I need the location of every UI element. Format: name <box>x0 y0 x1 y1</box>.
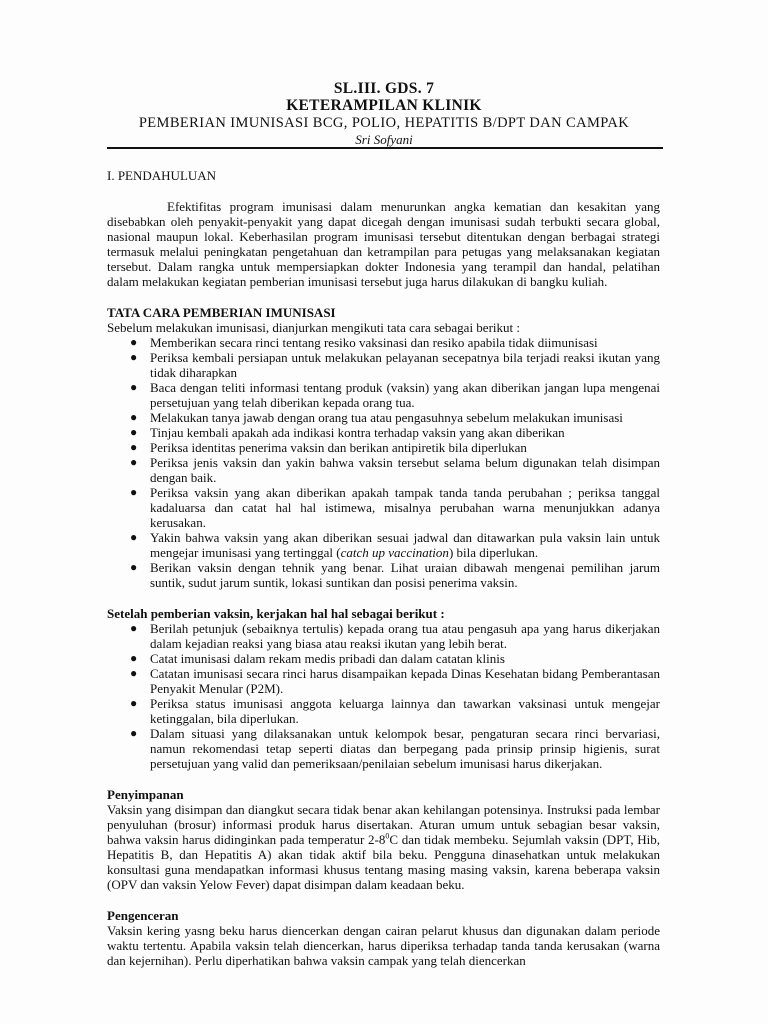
list-item <box>107 726 660 771</box>
list-item <box>107 335 660 350</box>
document-code: SL.III. GDS. 7 <box>333 80 435 97</box>
bullet-icon: ● <box>130 726 138 740</box>
list-item-text: Periksa kembali persiapan untuk melakukan pelayanan secepatnya bila terjadi reaksi ikutan yang tidak diharapkan <box>150 350 660 380</box>
list-item-text: Periksa status imunisasi anggota keluarga lainnya dan tawarkan vaksinasi untuk mengejar ketinggalan, bila diperlukan. <box>150 696 660 726</box>
list-item <box>107 350 660 380</box>
storage-paragraph <box>107 802 660 892</box>
bullet-icon: ● <box>130 560 138 574</box>
list-item-text: Baca dengan teliti informasi tentang produk (vaksin) yang akan diberikan jangan lupa mengenai persetujuan yang telah diberikan kepada orang tua. <box>150 380 660 410</box>
list-item <box>107 485 660 530</box>
list-item-text-pre: Yakin bahwa vaksin yang akan diberikan sesuai jadwal dan ditawarkan pula vaksin lain untuk mengejar imunisasi yang tertinggal ( <box>150 530 660 560</box>
list-item-text: Memberikan secara rinci tentang resiko vaksinasi dan resiko apabila tidak diimunisasi <box>150 335 598 350</box>
header-divider <box>107 147 663 149</box>
intro-paragraph: Efektifitas program imunisasi dalam menurunkan angka kematian dan kesakitan yang disebabkan oleh penyakit-penyakit yang dapat dicegah dengan imunisasi sudah terbukti secara global, nasional maupun lokal. Keberhasilan program imunisasi tersebut ditentukan dengan berbagai strategi termasuk melalui peningkatan pengetahuan dan ketrampilan para petugas yang melaksanakan kegiatan tersebut. Dalam rangka untuk mempersiapkan dokter Indonesia yang terampil dan handal, pelatihan dalam melakukan kegiatan pemberian imunisasi tersebut juga harus dilakukan di bangku kuliah. <box>107 199 660 289</box>
degree-mark: 0 <box>385 831 390 841</box>
storage-text-pre: Vaksin yang disimpan dan diangkut secara tidak benar akan kehilangan potensinya. Instruksi pada lembar penyuluhan (brosur) informasi produk harus disertakan. Aturan umum untuk sebagian besar vaksin, bahwa vaksin harus didinginkan pada temperatur 2-8 <box>107 802 660 847</box>
list-item-text: Melakukan tanya jawab dengan orang tua atau pengasuhnya sebelum melakukan imunisasi <box>150 410 623 425</box>
bullet-icon: ● <box>130 425 138 439</box>
storage-text-post: C dan tidak membeku. Sejumlah vaksin (DPT, Hib, Hepatitis B, dan Hepatitis A) akan tidak aktif bila beku. Pengguna dinasehatkan untuk melakukan konsultasi guna mendapatkan informasi khusus tentang masing masing vaksin, karena beberapa vaksin (OPV dan vaksin Yelow Fever) dapat disimpan dalam keadaan beku. <box>107 832 660 892</box>
after-list <box>107 621 660 771</box>
list-item-text: Tinjau kembali apakah ada indikasi kontra terhadap vaksin yang akan diberikan <box>150 425 565 440</box>
list-item <box>107 455 660 485</box>
document-header <box>0 80 768 147</box>
procedure-lead: Sebelum melakukan imunisasi, dianjurkan mengikuti tata cara sebagai berikut : <box>107 320 520 335</box>
list-item <box>107 666 660 696</box>
bullet-icon: ● <box>130 380 138 394</box>
procedure-list <box>107 335 660 590</box>
section-heading-storage: Penyimpanan <box>107 787 184 802</box>
list-item <box>107 440 660 455</box>
bullet-icon: ● <box>130 666 138 680</box>
dilution-paragraph: Vaksin kering yasng beku harus diencerkan dengan cairan pelarut khusus dan digunakan dalam periode waktu tertentu. Apabila vaksin telah diencerkan, harus diperiksa terhadap tanda tanda kerusakan (warna dan kejernihan). Perlu diperhatikan bahwa vaksin campak yang telah diencerkan <box>107 923 660 968</box>
bullet-icon: ● <box>130 335 138 349</box>
list-item-text: Periksa jenis vaksin dan yakin bahwa vaksin tersebut selama belum digunakan telah disimpan dengan baik. <box>150 455 660 485</box>
list-item-text: Catatan imunisasi secara rinci harus disampaikan kepada Dinas Kesehatan bidang Pemberantasan Penyakit Menular (P2M). <box>150 666 660 696</box>
document-subtitle: PEMBERIAN IMUNISASI BCG, POLIO, HEPATITIS B/DPT DAN CAMPAK <box>138 115 630 131</box>
bullet-icon: ● <box>130 485 138 499</box>
section-heading-intro: I. PENDAHULUAN <box>107 168 217 183</box>
bullet-icon: ● <box>130 696 138 710</box>
list-item <box>107 560 660 590</box>
document-body <box>107 168 660 968</box>
list-item-text: Periksa identitas penerima vaksin dan berikan antipiretik bila diperlukan <box>150 440 527 455</box>
author-name: Sri Sofyani <box>355 132 413 147</box>
list-item <box>107 380 660 410</box>
list-item <box>107 530 660 560</box>
list-item-text: Berilah petunjuk (sebaiknya tertulis) kepada orang tua atau pengasuh apa yang harus dikerjakan dalam kejadian reaksi yang biasa atau reaksi ikutan yang lebih berat. <box>150 621 660 651</box>
list-item <box>107 621 660 651</box>
bullet-icon: ● <box>130 621 138 635</box>
section-heading-procedure: TATA CARA PEMBERIAN IMUNISASI <box>107 305 336 320</box>
list-item-text: Periksa vaksin yang akan diberikan apakah tampak tanda tanda perubahan ; periksa tanggal kadaluarsa dan catat hal hal istimewa, misalnya perubahan warna menunjukkan adanya kerusakan. <box>150 485 660 530</box>
document-title: KETERAMPILAN KLINIK <box>286 97 482 114</box>
bullet-icon: ● <box>130 410 138 424</box>
bullet-icon: ● <box>130 455 138 469</box>
list-item-text: Dalam situasi yang dilaksanakan untuk kelompok besar, pengaturan secara rinci bervariasi, namun rekomendasi tetap seperti diatas dan berpegang pada prinsip prinsip higienis, surat persetujuan yang valid dan pemeriksaan/penilaian sebelum imunisasi harus dikerjakan. <box>150 726 660 771</box>
bullet-icon: ● <box>130 440 138 454</box>
bullet-icon: ● <box>130 530 138 544</box>
section-heading-dilution: Pengenceran <box>107 908 179 923</box>
list-item <box>107 696 660 726</box>
list-item-text: Berikan vaksin dengan tehnik yang benar. Lihat uraian dibawah mengenai pemilihan jarum suntik, sudut jarum suntik, lokasi suntikan dan posisi penerima vaksin. <box>150 560 660 590</box>
list-item <box>107 410 660 425</box>
section-heading-after: Setelah pemberian vaksin, kerjakan hal hal sebagai berikut : <box>107 606 445 621</box>
list-item-text-post: ) bila diperlukan. <box>448 545 539 560</box>
list-item-text: Catat imunisasi dalam rekam medis pribadi dan dalam catatan klinis <box>150 651 505 666</box>
bullet-icon: ● <box>130 350 138 364</box>
list-item <box>107 651 660 666</box>
catch-up-term: catch up vaccination <box>340 545 449 560</box>
bullet-icon: ● <box>130 651 138 665</box>
list-item <box>107 425 660 440</box>
